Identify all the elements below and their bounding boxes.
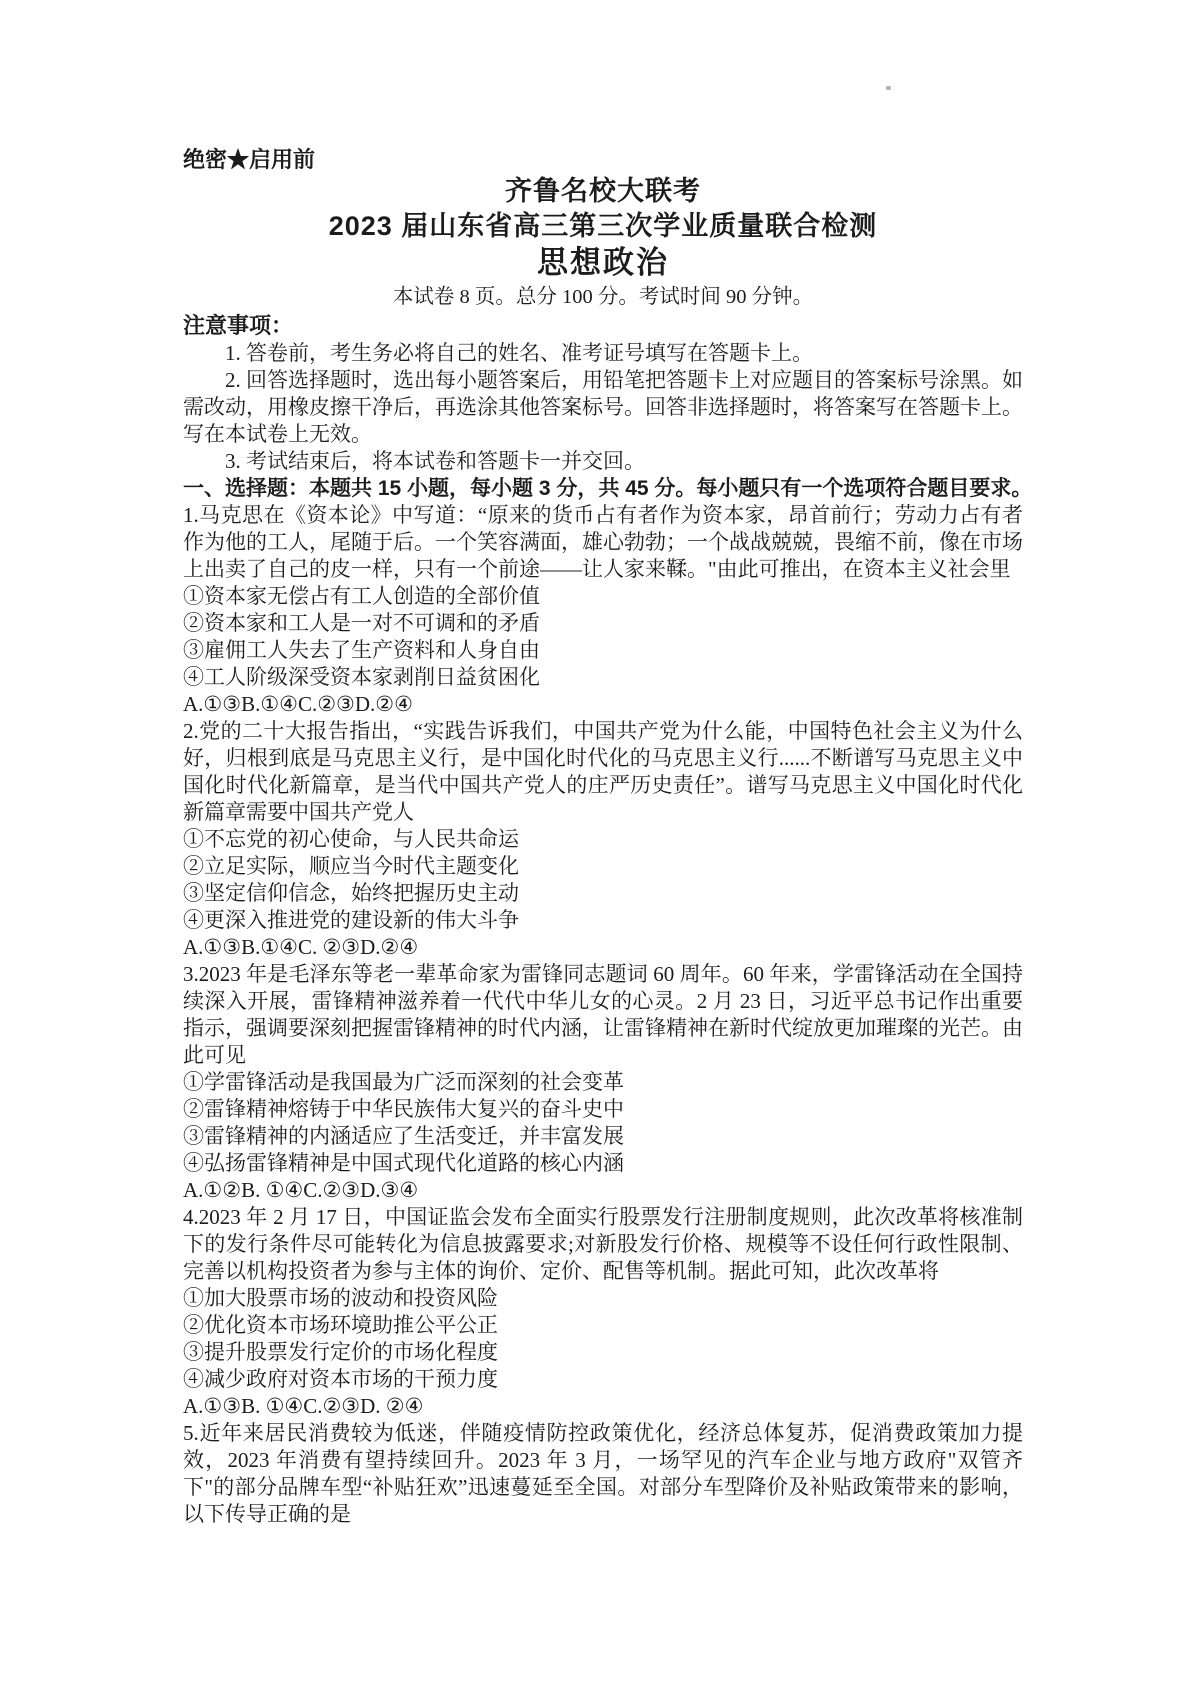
question-3: [183, 961, 1023, 1204]
question-2-choices: A.①③B.①④C. ②③D.②④: [183, 935, 419, 959]
league-title: 齐鲁名校大联考: [505, 176, 701, 206]
question-4-stem: 4.2023 年 2 月 17 日，中国证监会发布全面实行股票发行注册制度规则，此次改革将核准制下的发行条件尽可能转化为信息披露要求;对新股发行价格、规模等不设任何行政性限制、完善以机构投资者为参与主体的询价、定价、配售等机制。据此可知，此次改革将: [183, 1205, 1023, 1283]
question-2-stem: 2.党的二十大报告指出，“实践告诉我们，中国共产党为什么能，中国特色社会主义为什么好，归根到底是马克思主义行，是中国化时代化的马克思主义行......不断谱写马克思主义中国化时代化新篇章，是当代中国共产党人的庄严历史责任”。谱写马克思主义中国化时代化新篇章需要中国共产党人: [183, 719, 1023, 824]
secrecy-label: 绝密★启用前: [183, 147, 316, 172]
paper-info: 本试卷 8 页。总分 100 分。考试时间 90 分钟。: [392, 286, 814, 308]
question-4-option-3: ③提升股票发行定价的市场化程度: [183, 1340, 498, 1364]
question-1-option-1: ①资本家无偿占有工人创造的全部价值: [183, 584, 540, 608]
section-heading: 一、选择题：本题共 15 小题，每小题 3 分，共 45 分。每小题只有一个选项符合题目要求。: [183, 477, 1033, 500]
question-2-option-4: ④更深入推进党的建设新的伟大斗争: [183, 908, 519, 932]
question-3-option-4: ④弘扬雷锋精神是中国式现代化道路的核心内涵: [183, 1151, 624, 1175]
question-4-option-2: ②优化资本市场环境助推公平公正: [183, 1313, 498, 1337]
question-3-option-2: ②雷锋精神熔铸于中华民族伟大复兴的奋斗史中: [183, 1097, 624, 1121]
question-1-option-4: ④工人阶级深受资本家剥削日益贫困化: [183, 665, 540, 689]
question-2-option-1: ①不忘党的初心使命，与人民共命运: [183, 827, 519, 851]
notice-item-3: 3. 考试结束后，将本试卷和答题卡一并交回。: [225, 449, 645, 473]
question-1-option-2: ②资本家和工人是一对不可调和的矛盾: [183, 611, 540, 635]
question-5: [183, 1420, 1023, 1528]
question-3-choices: A.①②B. ①④C.②③D.③④: [183, 1178, 419, 1202]
question-3-stem: 3.2023 年是毛泽东等老一辈革命家为雷锋同志题词 60 周年。60 年来，学雷锋活动在全国持续深入开展，雷锋精神滋养着一代代中华儿女的心灵。2 月 23 日，习近平总书记作出重要指示，强调要深刻把握雷锋精神的时代内涵，让雷锋精神在新时代绽放更加璀璨的光芒。由此可见: [183, 962, 1023, 1067]
notice-item-1: 1. 答卷前，考生务必将自己的姓名、准考证号填写在答题卡上。: [225, 341, 813, 365]
question-2: [183, 718, 1023, 961]
exam-title: 2023 届山东省高三第三次学业质量联合检测: [328, 211, 878, 241]
subject-title: 思想政治: [537, 245, 669, 280]
question-4-option-4: ④减少政府对资本市场的干预力度: [183, 1367, 498, 1391]
question-4: [183, 1204, 1023, 1420]
question-1-choices: A.①③B.①④C.②③D.②④: [183, 692, 413, 716]
question-3-option-3: ③雷锋精神的内涵适应了生活变迁，并丰富发展: [183, 1124, 624, 1148]
question-1-option-3: ③雇佣工人失去了生产资料和人身自由: [183, 638, 540, 662]
question-1-stem: 1.马克思在《资本论》中写道：“原来的货币占有者作为资本家，昂首前行；劳动力占有者作为他的工人，尾随于后。一个笑容满面，雄心勃勃；一个战战兢兢，畏缩不前，像在市场上出卖了自己的皮一样，只有一个前途——让人家来鞣。"由此可推出，在资本主义社会里: [183, 503, 1023, 581]
question-4-option-1: ①加大股票市场的波动和投资风险: [183, 1286, 498, 1310]
question-2-option-3: ③坚定信仰信念，始终把握历史主动: [183, 881, 519, 905]
question-2-option-2: ②立足实际，顺应当今时代主题变化: [183, 854, 519, 878]
question-4-choices: A.①③B. ①④C.②③D. ②④: [183, 1394, 424, 1418]
page-content: [183, 146, 1033, 1528]
notice-item-2: 2. 回答选择题时，选出每小题答案后，用铅笔把答题卡上对应题目的答案标号涂黑。如需改动，用橡皮擦干净后，再选涂其他答案标号。回答非选择题时，将答案写在答题卡上。写在本试卷上无效。: [183, 368, 1023, 446]
scan-smudge: [886, 86, 891, 90]
question-1: [183, 502, 1023, 718]
question-3-option-1: ①学雷锋活动是我国最为广泛而深刻的社会变革: [183, 1070, 624, 1094]
notice-heading: 注意事项：: [183, 313, 294, 338]
question-5-stem: 5.近年来居民消费较为低迷，伴随疫情防控政策优化，经济总体复苏，促消费政策加力提效，2023 年消费有望持续回升。2023 年 3 月，一场罕见的汽车企业与地方政府"双管齐下"的部分品牌车型“补贴狂欢”迅速蔓延至全国。对部分车型降价及补贴政策带来的影响，以下传导正确的是: [183, 1421, 1023, 1526]
